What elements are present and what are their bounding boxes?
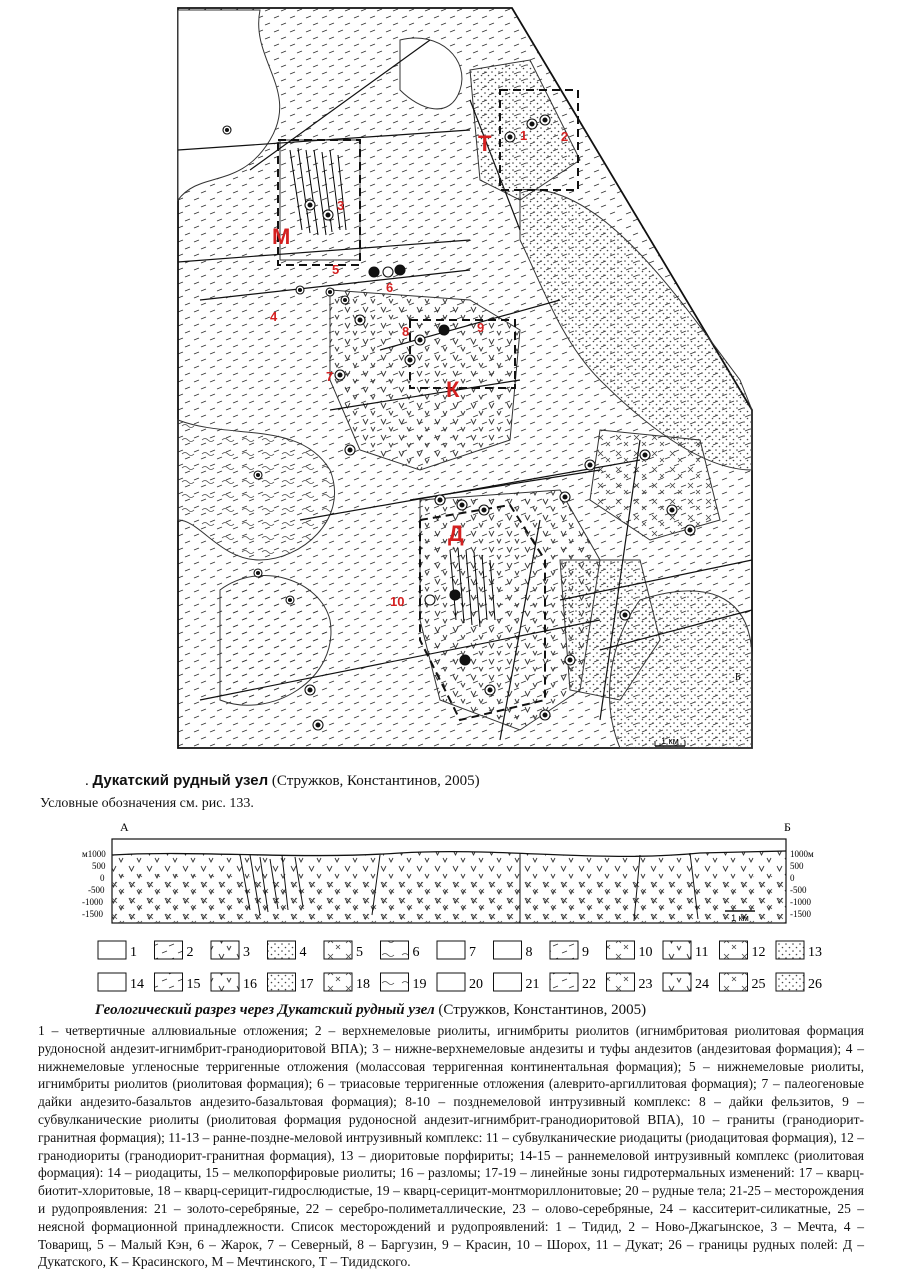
legend-reference: Условные обозначения см. рис. 133.: [40, 796, 254, 811]
legend-label-21: 21: [525, 977, 540, 992]
legend-swatch-19: [381, 973, 409, 991]
legend-label-22: 22: [582, 977, 596, 992]
section-caption: [95, 1002, 646, 1019]
map-caption-title: Дукатский рудный узел: [92, 772, 269, 789]
svg-text:0: 0: [100, 873, 105, 883]
legend-label-10: 10: [638, 945, 653, 960]
legend-swatch-15: [155, 973, 183, 991]
legend-swatch-10: [607, 941, 635, 959]
section-left-end: А: [120, 820, 129, 834]
legend-label-16: 16: [243, 977, 257, 992]
map-caption: [85, 772, 480, 790]
legend-swatch-9: [550, 941, 578, 959]
legend-label-17: 17: [299, 977, 314, 992]
map-scale-label: 1 км: [661, 736, 679, 746]
deposit-number-1: 1: [520, 128, 528, 143]
legend-label-5: 5: [356, 945, 363, 960]
legend-swatch-24: [663, 973, 691, 991]
legend-swatch-13: [776, 941, 804, 959]
svg-text:0: 0: [790, 873, 795, 883]
deposit-number-10: 10: [390, 594, 405, 609]
deposit-number-8: 8: [402, 324, 410, 339]
legend-swatch-1: [98, 941, 126, 959]
legend-label-15: 15: [186, 977, 201, 992]
legend-label-19: 19: [412, 977, 427, 992]
legend-label-20: 20: [469, 977, 483, 992]
section-caption-title: Геологический разрез через Дукатский рудный узел: [95, 1002, 435, 1018]
legend-label-24: 24: [695, 977, 709, 992]
legend-swatch-16: [211, 973, 239, 991]
legend-swatch-17: [268, 973, 296, 991]
section-left-axis: [82, 849, 106, 919]
legend-label-12: 12: [751, 945, 766, 960]
legend-label-2: 2: [186, 945, 194, 960]
legend-label-13: 13: [808, 945, 822, 960]
svg-text:-1500: -1500: [790, 909, 811, 919]
field-label-K: К: [446, 377, 460, 402]
legend-swatch-11: [663, 941, 691, 959]
legend-swatch-25: [720, 973, 748, 991]
legend-label-14: 14: [130, 977, 144, 992]
map-caption-source: (Стружков, Константинов, 2005): [268, 773, 480, 789]
legend-label-3: 3: [243, 945, 250, 960]
legend-label-1: 1: [130, 945, 137, 960]
legend-label-9: 9: [582, 945, 589, 960]
deposit-number-2: 2: [561, 129, 569, 144]
geologic-section: [0, 815, 900, 935]
svg-text:-1500: -1500: [82, 909, 103, 919]
legend-swatch-20: [437, 973, 465, 991]
svg-text:-1000: -1000: [790, 897, 811, 907]
legend-label-7: 7: [469, 945, 476, 960]
legend-swatch-26: [776, 973, 804, 991]
legend-swatch-22: [550, 973, 578, 991]
legend-swatch-5: [324, 941, 352, 959]
legend-swatch-7: [437, 941, 465, 959]
legend-swatch-4: [268, 941, 296, 959]
legend-swatch-12: [720, 941, 748, 959]
section-right-end: Б: [784, 820, 791, 834]
legend-swatch-8: [494, 941, 522, 959]
legend-explanation: 1 – четвертичные аллювиальные отложения; 2 – верхнемеловые риолиты, игнимбриты риолитов (игнимбритовая риолитовая формация рудоносной андезит-игнимбрит-гранодиоритовой ВПА); 3 – нижне-верхнемеловые андезиты и туфы андезитов (андезитовая формация); 4 – нижнемеловые угленосные терригенные отложения (молассовая терригенная континентальная формация); 5 – нижнемеловые риолиты, игнимбриты риолитов (риолитовая формация); 6 – триасовые терригенные отложения (алеврито-аргиллитовая формация); 7 – палеогеновые дайки андезито-базальтов андезито-базальтовая формация); 8-10 – позднемеловой интрузивный комплекс: 8 – дайки фельзитов, 9 – субвулканические риолиты (риолитовая формация рудоносной андезит-игнимбрит-гранодиоритовой ВПА), 10 – граниты (гранодиорит-гранитная формация); 11-13 – ранне-поздне-меловой интрузивный комплекс: 11 – субвулканические риодациты (риодацитовая формация), 12 – гранодиориты (гранодиорит-гранитная формация), 13 – диоритовые порфириты; 14-15 – раннемеловой интрузивный комплекс (риолитовая формация): 14 – риодациты, 15 – мелкопорфировые риолиты; 16 – разломы; 17-19 – линейные зоны гидротермальных изменений: 17 – кварц-биотит-хлоритовые, 18 – кварц-серицит-гидрослюдистые, 19 – кварц-серицит-монтмориллонитовые; 20 – рудные тела; 21-25 – месторождения и рудопроявления: 21 – золото-серебряные, 22 – серебро-полиметаллические, 23 – олово-серебряные, 24 – касситерит-силикатные, 25 – неясной формационной принадлежности. Список месторождений и рудопроявлений: 1 – Тидид, 2 – Ново-Джагынское, 3 – Мечта, 4 – Товарищ, 5 – Малый Кэн, 6 – Жарок, 7 – Северный, 8 – Баргузин, 9 – Красин, 10 – Шорох, 11 – Дукат; 26 – границы рудных полей: Д – Дукатского, К – Красинского, М – Мечтинского, Т – Тидидского.: [38, 1023, 864, 1270]
legend-label-18: 18: [356, 977, 370, 992]
svg-text:-500: -500: [88, 885, 105, 895]
deposit-number-4: 4: [270, 309, 278, 324]
map-caption-prefix: .: [85, 773, 93, 789]
svg-text:м1000: м1000: [82, 849, 106, 859]
section-scale-label: 1 км: [731, 913, 749, 923]
deposit-number-5: 5: [332, 262, 340, 277]
legend-label-6: 6: [412, 945, 420, 960]
legend-swatch-23: [607, 973, 635, 991]
legend-swatch-21: [494, 973, 522, 991]
legend-swatch-6: [381, 941, 409, 959]
svg-text:-1000: -1000: [82, 897, 103, 907]
legend-swatch-3: [211, 941, 239, 959]
legend-label-11: 11: [695, 945, 709, 960]
legend-label-8: 8: [525, 945, 533, 960]
svg-text:500: 500: [92, 861, 106, 871]
legend-label-25: 25: [751, 977, 766, 992]
field-label-T: Т: [478, 131, 492, 156]
legend-swatch-14: [98, 973, 126, 991]
deposit-number-9: 9: [477, 320, 485, 335]
legend-label-4: 4: [299, 945, 307, 960]
legend-swatches: [0, 935, 900, 1000]
deposit-number-7: 7: [326, 369, 334, 384]
svg-text:1000м: 1000м: [790, 849, 814, 859]
deposit-number-3: 3: [337, 198, 345, 213]
deposit-number-6: 6: [386, 280, 394, 295]
legend-swatch-18: [324, 973, 352, 991]
legend-swatch-2: [155, 941, 183, 959]
svg-text:500: 500: [790, 861, 804, 871]
map-corner-label: Б: [735, 672, 741, 683]
field-label-M: М: [272, 224, 291, 249]
field-label-D: Д: [448, 521, 464, 546]
legend-label-23: 23: [638, 977, 653, 992]
svg-text:-500: -500: [790, 885, 807, 895]
section-caption-source: (Стружков, Константинов, 2005): [434, 1002, 647, 1018]
legend-label-26: 26: [808, 977, 822, 992]
section-right-axis: [790, 849, 814, 919]
